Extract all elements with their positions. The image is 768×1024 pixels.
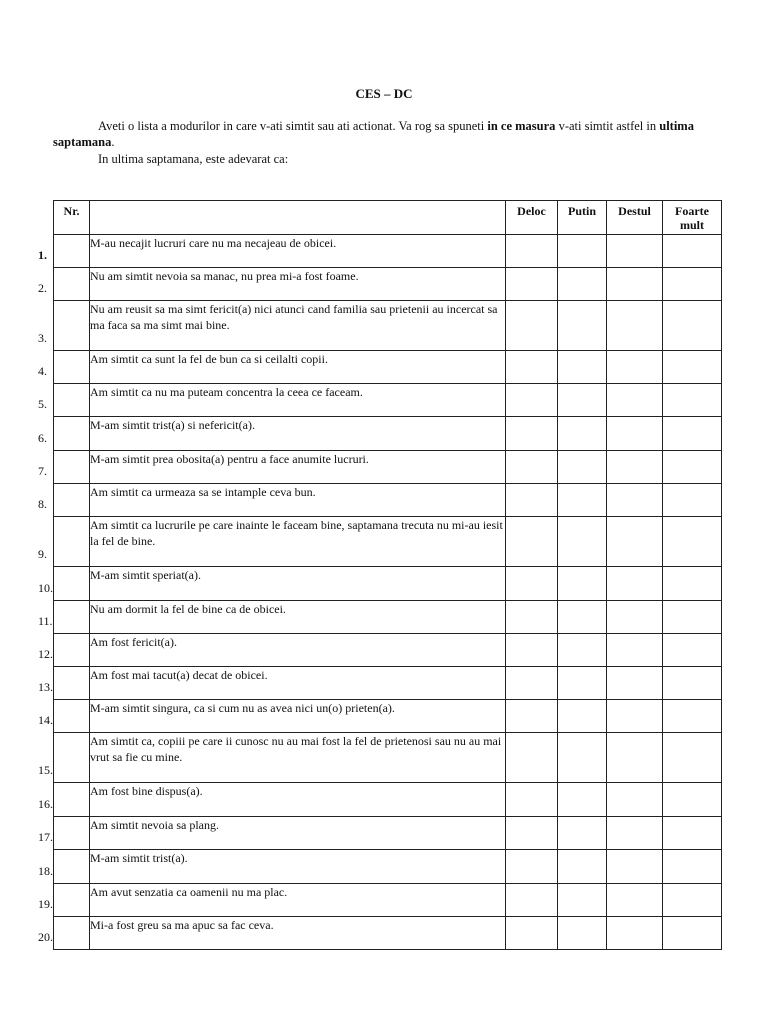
- answer-cell-foarte-mult[interactable]: [663, 817, 722, 850]
- answer-cell-foarte-mult[interactable]: [663, 484, 722, 517]
- row-statement: M-am simtit trist(a).: [90, 850, 506, 884]
- row-number-cell: [54, 917, 90, 950]
- table-row: [54, 484, 722, 517]
- answer-cell-deloc[interactable]: [506, 700, 558, 733]
- row-number-cell: [54, 817, 90, 850]
- answer-cell-putin[interactable]: [558, 567, 607, 601]
- answer-cell-destul[interactable]: [607, 384, 663, 417]
- row-number-cell: [54, 667, 90, 700]
- row-number: 15.: [38, 763, 53, 777]
- header-putin: Putin: [558, 201, 607, 235]
- answer-cell-destul[interactable]: [607, 733, 663, 783]
- answer-cell-deloc[interactable]: [506, 235, 558, 268]
- answer-cell-foarte-mult[interactable]: [663, 601, 722, 634]
- answer-cell-destul[interactable]: [607, 268, 663, 301]
- table-row: [54, 268, 722, 301]
- header-foarte-mult: Foarte mult: [663, 201, 722, 235]
- row-number-cell: [54, 484, 90, 517]
- answer-cell-deloc[interactable]: [506, 451, 558, 484]
- answer-cell-putin[interactable]: [558, 301, 607, 351]
- row-number-cell: [54, 351, 90, 384]
- answer-cell-deloc[interactable]: [506, 634, 558, 667]
- row-number: 5.: [38, 397, 47, 411]
- answer-cell-deloc[interactable]: [506, 417, 558, 451]
- table-row: [54, 517, 722, 567]
- row-statement: Am fost fericit(a).: [90, 634, 506, 667]
- answer-cell-destul[interactable]: [607, 634, 663, 667]
- header-deloc: Deloc: [506, 201, 558, 235]
- answer-cell-putin[interactable]: [558, 817, 607, 850]
- answer-cell-deloc[interactable]: [506, 484, 558, 517]
- answer-cell-foarte-mult[interactable]: [663, 268, 722, 301]
- row-number: 3.: [38, 331, 47, 345]
- answer-cell-destul[interactable]: [607, 484, 663, 517]
- answer-cell-destul[interactable]: [607, 783, 663, 817]
- table-row: [54, 351, 722, 384]
- table-row: [54, 850, 722, 884]
- row-number: 6.: [38, 431, 47, 445]
- answer-cell-destul[interactable]: [607, 417, 663, 451]
- answer-cell-putin[interactable]: [558, 601, 607, 634]
- table-row: [54, 417, 722, 451]
- header-item: [90, 201, 506, 235]
- answer-cell-foarte-mult[interactable]: [663, 351, 722, 384]
- row-statement: M-am simtit singura, ca si cum nu as avea nici un(o) prieten(a).: [90, 700, 506, 733]
- table-row: [54, 700, 722, 733]
- answer-cell-foarte-mult[interactable]: [663, 384, 722, 417]
- table-row: [54, 451, 722, 484]
- row-number: 9.: [38, 547, 47, 561]
- answer-cell-deloc[interactable]: [506, 567, 558, 601]
- header-nr: Nr.: [54, 201, 90, 235]
- answer-cell-deloc[interactable]: [506, 517, 558, 567]
- answer-cell-destul[interactable]: [607, 700, 663, 733]
- answer-cell-deloc[interactable]: [506, 351, 558, 384]
- instructions: [53, 118, 721, 150]
- answer-cell-deloc[interactable]: [506, 917, 558, 950]
- answer-cell-putin[interactable]: [558, 451, 607, 484]
- row-number-cell: [54, 417, 90, 451]
- row-statement: Am simtit ca sunt la fel de bun ca si ceilalti copii.: [90, 351, 506, 384]
- row-statement: Nu am reusit sa ma simt fericit(a) nici atunci cand familia sau prietenii au incercat sa ma faca sa ma simt mai bine.: [90, 301, 506, 351]
- answer-cell-putin[interactable]: [558, 634, 607, 667]
- row-number-cell: [54, 235, 90, 268]
- answer-cell-putin[interactable]: [558, 733, 607, 783]
- row-number-cell: [54, 517, 90, 567]
- table-row: [54, 817, 722, 850]
- answer-cell-deloc[interactable]: [506, 268, 558, 301]
- row-number: 11.: [38, 614, 53, 628]
- row-number: 12.: [38, 647, 53, 661]
- answer-cell-putin[interactable]: [558, 783, 607, 817]
- row-number: 10.: [38, 581, 53, 595]
- table-row: [54, 235, 722, 268]
- row-number: 1.: [38, 248, 47, 262]
- row-number: 2.: [38, 281, 47, 295]
- instructions-question: In ultima saptamana, este adevarat ca:: [98, 152, 289, 166]
- table-row: [54, 733, 722, 783]
- answer-cell-destul[interactable]: [607, 601, 663, 634]
- answer-cell-putin[interactable]: [558, 517, 607, 567]
- row-number-cell: [54, 850, 90, 884]
- header-destul: Destul: [607, 201, 663, 235]
- answer-cell-deloc[interactable]: [506, 783, 558, 817]
- answer-cell-destul[interactable]: [607, 917, 663, 950]
- answer-cell-foarte-mult[interactable]: [663, 634, 722, 667]
- row-number: 7.: [38, 464, 47, 478]
- row-statement: Am simtit nevoia sa plang.: [90, 817, 506, 850]
- header-row: [54, 201, 722, 235]
- answer-cell-foarte-mult[interactable]: [663, 301, 722, 351]
- row-number: 13.: [38, 680, 53, 694]
- row-number: 16.: [38, 797, 53, 811]
- answer-cell-destul[interactable]: [607, 817, 663, 850]
- instructions-part2: v-ati simtit astfel in: [555, 119, 660, 133]
- answer-cell-foarte-mult[interactable]: [663, 850, 722, 884]
- row-statement: Am fost bine dispus(a).: [90, 783, 506, 817]
- answer-cell-destul[interactable]: [607, 567, 663, 601]
- answer-cell-deloc[interactable]: [506, 667, 558, 700]
- instructions-part3: .: [111, 135, 115, 149]
- answer-cell-foarte-mult[interactable]: [663, 700, 722, 733]
- table-row: [54, 634, 722, 667]
- answer-cell-deloc[interactable]: [506, 301, 558, 351]
- answer-cell-destul[interactable]: [607, 517, 663, 567]
- row-statement: M-am simtit prea obosita(a) pentru a face anumite lucruri.: [90, 451, 506, 484]
- row-number-cell: [54, 733, 90, 783]
- answer-cell-foarte-mult[interactable]: [663, 783, 722, 817]
- table-row: [54, 917, 722, 950]
- row-statement: Am simtit ca urmeaza sa se intample ceva bun.: [90, 484, 506, 517]
- row-number: 14.: [38, 713, 53, 727]
- table-row: [54, 567, 722, 601]
- answer-cell-putin[interactable]: [558, 667, 607, 700]
- answer-cell-putin[interactable]: [558, 850, 607, 884]
- instructions-bold2: ultima saptamana: [53, 119, 694, 149]
- row-statement: Nu am simtit nevoia sa manac, nu prea mi-a fost foame.: [90, 268, 506, 301]
- row-statement: Am simtit ca, copiii pe care ii cunosc nu au mai fost la fel de prietenosi sau nu au mai vrut sa fie cu mine.: [90, 733, 506, 783]
- instructions-part1: Aveti o lista a modurilor in care v-ati simtit sau ati actionat. Va rog sa spuneti: [98, 119, 488, 133]
- answer-cell-destul[interactable]: [607, 884, 663, 917]
- row-statement: Am fost mai tacut(a) decat de obicei.: [90, 667, 506, 700]
- row-number-cell: [54, 268, 90, 301]
- row-statement: Mi-a fost greu sa ma apuc sa fac ceva.: [90, 917, 506, 950]
- row-statement: M-am simtit speriat(a).: [90, 567, 506, 601]
- answer-cell-destul[interactable]: [607, 667, 663, 700]
- row-number-cell: [54, 301, 90, 351]
- answer-cell-foarte-mult[interactable]: [663, 517, 722, 567]
- row-statement: Am avut senzatia ca oamenii nu ma plac.: [90, 884, 506, 917]
- answer-cell-foarte-mult[interactable]: [663, 733, 722, 783]
- document-title: CES – DC: [355, 86, 413, 101]
- answer-cell-foarte-mult[interactable]: [663, 917, 722, 950]
- row-number-cell: [54, 384, 90, 417]
- row-number: 20.: [38, 930, 53, 944]
- instructions-bold1: in ce masura: [487, 119, 556, 133]
- answer-cell-putin[interactable]: [558, 417, 607, 451]
- row-number-cell: [54, 634, 90, 667]
- answer-cell-deloc[interactable]: [506, 884, 558, 917]
- answer-cell-putin[interactable]: [558, 917, 607, 950]
- row-number: 4.: [38, 364, 47, 378]
- answer-cell-destul[interactable]: [607, 351, 663, 384]
- row-statement: M-au necajit lucruri care nu ma necajeau de obicei.: [90, 235, 506, 268]
- row-number-cell: [54, 884, 90, 917]
- answer-cell-foarte-mult[interactable]: [663, 567, 722, 601]
- answer-cell-foarte-mult[interactable]: [663, 451, 722, 484]
- answer-cell-putin[interactable]: [558, 351, 607, 384]
- row-statement: Nu am dormit la fel de bine ca de obicei.: [90, 601, 506, 634]
- table-row: [54, 384, 722, 417]
- table-row: [54, 601, 722, 634]
- answer-cell-deloc[interactable]: [506, 384, 558, 417]
- table-row: [54, 783, 722, 817]
- answer-cell-foarte-mult[interactable]: [663, 884, 722, 917]
- row-number: 8.: [38, 497, 47, 511]
- row-statement: Am simtit ca lucrurile pe care inainte le faceam bine, saptamana trecuta nu mi-au iesit la fel de bine.: [90, 517, 506, 567]
- answer-cell-foarte-mult[interactable]: [663, 667, 722, 700]
- row-statement: Am simtit ca nu ma puteam concentra la ceea ce faceam.: [90, 384, 506, 417]
- questionnaire-table: [53, 200, 722, 950]
- answer-cell-foarte-mult[interactable]: [663, 235, 722, 268]
- answer-cell-deloc[interactable]: [506, 733, 558, 783]
- answer-cell-putin[interactable]: [558, 700, 607, 733]
- row-number: 19.: [38, 897, 53, 911]
- answer-cell-destul[interactable]: [607, 235, 663, 268]
- table-row: [54, 301, 722, 351]
- answer-cell-deloc[interactable]: [506, 601, 558, 634]
- answer-cell-putin[interactable]: [558, 235, 607, 268]
- table-row: [54, 667, 722, 700]
- answer-cell-destul[interactable]: [607, 850, 663, 884]
- row-number-cell: [54, 700, 90, 733]
- answer-cell-deloc[interactable]: [506, 850, 558, 884]
- table-row: [54, 884, 722, 917]
- row-number-cell: [54, 567, 90, 601]
- answer-cell-putin[interactable]: [558, 268, 607, 301]
- row-number-cell: [54, 601, 90, 634]
- answer-cell-destul[interactable]: [607, 451, 663, 484]
- answer-cell-destul[interactable]: [607, 301, 663, 351]
- answer-cell-foarte-mult[interactable]: [663, 417, 722, 451]
- row-number-cell: [54, 451, 90, 484]
- answer-cell-putin[interactable]: [558, 484, 607, 517]
- row-number: 17.: [38, 830, 53, 844]
- answer-cell-putin[interactable]: [558, 384, 607, 417]
- row-number: 18.: [38, 864, 53, 878]
- row-number-cell: [54, 783, 90, 817]
- answer-cell-deloc[interactable]: [506, 817, 558, 850]
- row-statement: M-am simtit trist(a) si nefericit(a).: [90, 417, 506, 451]
- answer-cell-putin[interactable]: [558, 884, 607, 917]
